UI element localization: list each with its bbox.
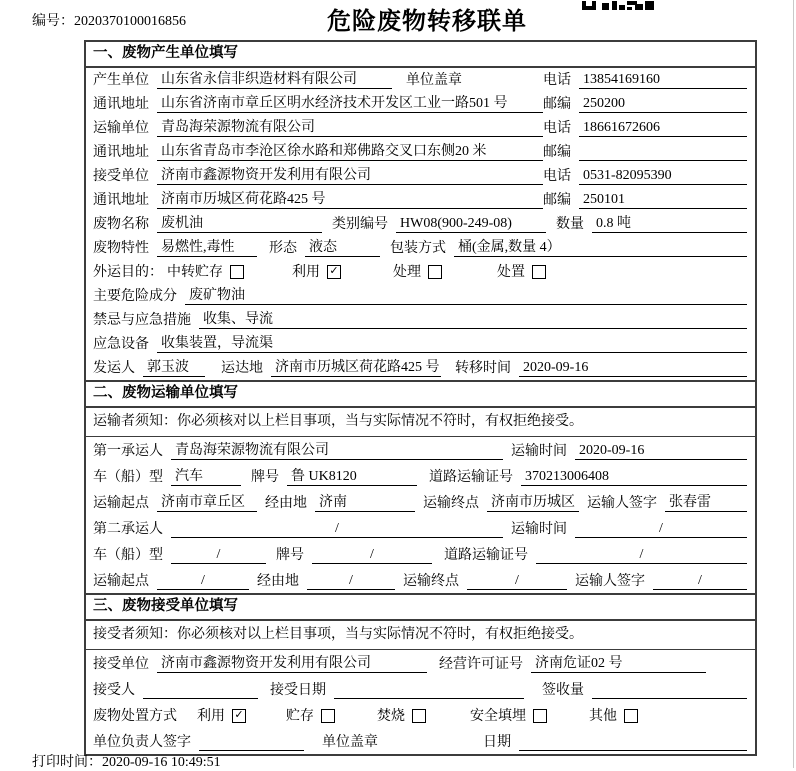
origin-label: 运输起点	[93, 496, 149, 511]
first-carrier-value: 青岛海荣源物流有限公司	[171, 439, 503, 460]
qr-code-fragment	[582, 0, 654, 16]
transfer-purpose-row	[86, 260, 755, 284]
purpose-dispose-label: 处置	[497, 265, 525, 280]
endpoint-2-value: /	[467, 573, 567, 590]
receiver-phone-value: 0531-82095390	[579, 168, 747, 185]
section-1-body	[86, 68, 755, 380]
disposal-incinerate-label: 焚烧	[377, 709, 405, 724]
transport-time-2-value: /	[575, 521, 747, 538]
via-2-value: /	[307, 573, 395, 590]
producer-address-label: 通讯地址	[93, 97, 149, 112]
accept-unit-row	[86, 650, 755, 676]
producer-address-value: 山东省济南市章丘区明水经济技术开发区工业一路501 号	[157, 92, 543, 113]
receiver-phone-label: 电话	[543, 169, 571, 184]
receiver-zip-value: 250101	[579, 192, 747, 209]
transporter-unit-value: 青岛海荣源物流有限公司	[157, 116, 543, 137]
manifest-table	[84, 40, 757, 756]
disposal-other-checkbox	[624, 709, 638, 723]
transfer-time-value: 2020-09-16	[519, 360, 747, 377]
receiver-notice: 接受者须知：你必须核对以上栏目事项，当与实际情况不符时，有权拒绝接受。	[86, 621, 755, 650]
destination-value: 济南市历城区荷花路425 号	[271, 356, 441, 377]
purpose-dispose-checkbox	[532, 265, 546, 279]
endpoint-2-label: 运输终点	[403, 574, 459, 589]
category-code-value: HW08(900-249-08)	[396, 216, 546, 233]
transfer-purpose-label: 外运目的：	[93, 265, 163, 280]
transporter-phone-value: 18661672606	[579, 120, 747, 137]
accept-date-value	[334, 682, 524, 699]
plate-number-label: 牌号	[251, 470, 279, 485]
vehicle-type-2-label: 车（船）型	[93, 548, 163, 563]
packaging-label: 包装方式	[390, 241, 446, 256]
vehicle-type-row	[86, 463, 755, 489]
serial-value: 2020370100016856	[74, 14, 186, 29]
road-permit-label: 道路运输证号	[429, 470, 513, 485]
endpoint-value: 济南市历城区	[487, 491, 579, 512]
purpose-transfer-storage-checkbox	[230, 265, 244, 279]
waste-name-label: 废物名称	[93, 217, 149, 232]
transfer-time-label: 转移时间	[455, 361, 511, 376]
form-title: 危险废物转移联单	[327, 9, 527, 35]
transporter-notice: 运输者须知：你必须核对以上栏目事项，当与实际情况不符时，有权拒绝接受。	[86, 408, 755, 437]
section-2-body	[86, 437, 755, 593]
via-2-label: 经由地	[257, 574, 299, 589]
received-quantity-value	[592, 682, 747, 699]
producer-unit-row	[86, 68, 755, 92]
acceptor-value	[143, 682, 258, 699]
category-code-label: 类别编号	[332, 217, 388, 232]
producer-phone-label: 电话	[543, 73, 571, 88]
business-license-value: 济南危证02 号	[531, 652, 706, 673]
transporter-address-label: 通讯地址	[93, 145, 149, 160]
shipper-value: 郭玉波	[143, 356, 205, 377]
second-carrier-value: /	[171, 521, 503, 538]
disposal-method-row	[86, 702, 755, 728]
print-time	[32, 751, 221, 771]
endpoint-label: 运输终点	[423, 496, 479, 511]
unit-seal-label: 单位盖章	[322, 735, 378, 750]
road-permit-value: 370213006408	[521, 469, 747, 486]
producer-phone-value: 13854169160	[579, 72, 747, 89]
form-state-value: 液态	[305, 236, 380, 257]
section-3-body	[86, 650, 755, 754]
acceptor-row	[86, 676, 755, 702]
hazard-component-row	[86, 284, 755, 308]
transporter-unit-row	[86, 116, 755, 140]
purpose-treat-label: 处理	[393, 265, 421, 280]
road-permit-2-label: 道路运输证号	[444, 548, 528, 563]
transporter-unit-label: 运输单位	[93, 121, 149, 136]
accept-unit-label: 接受单位	[93, 657, 149, 672]
producer-zip-label: 邮编	[543, 97, 571, 112]
producer-unit-label: 产生单位	[93, 73, 149, 88]
via-label: 经由地	[265, 496, 307, 511]
destination-label: 运达地	[221, 361, 263, 376]
second-carrier-row	[86, 515, 755, 541]
origin-value: 济南市章丘区	[157, 491, 257, 512]
route-row-1	[86, 489, 755, 515]
responsible-signature-label: 单位负责人签字	[93, 735, 191, 750]
emergency-equipment-value: 收集装置，导流渠	[157, 332, 747, 353]
vehicle-type-2-value: /	[171, 547, 266, 564]
page-right-edge	[793, 0, 794, 768]
print-time-label: 打印时间：	[32, 755, 102, 770]
transporter-zip-value	[579, 144, 747, 161]
business-license-label: 经营许可证号	[439, 657, 523, 672]
print-time-value: 2020-09-16 10:49:51	[102, 755, 221, 770]
disposal-storage-checkbox	[321, 709, 335, 723]
accept-date-label: 接受日期	[270, 683, 326, 698]
shipper-label: 发运人	[93, 361, 135, 376]
transport-time-value: 2020-09-16	[575, 443, 747, 460]
section-1-header: 一、废物产生单位填写	[86, 42, 755, 68]
waste-name-row	[86, 212, 755, 236]
emergency-measures-value: 收集、导流	[199, 308, 747, 329]
responsible-signature-value	[199, 734, 304, 751]
purpose-utilize-label: 利用	[292, 265, 320, 280]
carrier-signature-2-value: /	[653, 573, 747, 590]
emergency-equipment-row	[86, 332, 755, 356]
plate-number-2-label: 牌号	[276, 548, 304, 563]
section-3-header: 三、废物接受单位填写	[86, 593, 755, 621]
packaging-value: 桶(金属,数量 4）	[454, 236, 747, 257]
disposal-method-label: 废物处置方式	[93, 709, 177, 724]
quantity-label: 数量	[556, 217, 584, 232]
receiver-address-value: 济南市历城区荷花路425 号	[157, 188, 543, 209]
vehicle-type-value: 汽车	[171, 465, 241, 486]
purpose-transfer-storage-label: 中转贮存	[167, 265, 223, 280]
serial-number	[32, 10, 186, 30]
producer-address-row	[86, 92, 755, 116]
disposal-landfill-label: 安全填埋	[470, 709, 526, 724]
route-row-2	[86, 567, 755, 593]
emergency-measures-label: 禁忌与应急措施	[93, 313, 191, 328]
transport-time-2-label: 运输时间	[511, 522, 567, 537]
origin-2-label: 运输起点	[93, 574, 149, 589]
waste-property-label: 废物特性	[93, 241, 149, 256]
second-carrier-label: 第二承运人	[93, 522, 163, 537]
carrier-signature-label: 运输人签字	[587, 496, 657, 511]
receiver-address-label: 通讯地址	[93, 193, 149, 208]
disposal-other-label: 其他	[589, 709, 617, 724]
origin-2-value: /	[157, 573, 249, 590]
form-state-label: 形态	[269, 241, 297, 256]
disposal-landfill-checkbox	[533, 709, 547, 723]
waste-name-value: 废机油	[157, 212, 322, 233]
company-seal-label: 单位盖章	[406, 73, 462, 88]
transporter-phone-label: 电话	[543, 121, 571, 136]
road-permit-2-value: /	[536, 547, 747, 564]
date-value	[519, 734, 747, 751]
document-header	[0, 0, 796, 38]
emergency-measures-row	[86, 308, 755, 332]
via-value: 济南	[315, 491, 415, 512]
carrier-signature-2-label: 运输人签字	[575, 574, 645, 589]
transporter-address-value: 山东省青岛市李沧区徐水路和郑佛路交叉口东侧20 米	[157, 140, 543, 161]
acceptor-label: 接受人	[93, 683, 135, 698]
receiver-unit-label: 接受单位	[93, 169, 149, 184]
accept-unit-value: 济南市鑫源物资开发利用有限公司	[157, 652, 427, 673]
serial-label: 编号：	[32, 14, 74, 29]
shipper-row	[86, 356, 755, 380]
date-label: 日期	[483, 735, 511, 750]
quantity-value: 0.8 吨	[592, 212, 747, 233]
transporter-address-row	[86, 140, 755, 164]
producer-unit-value: 山东省永信非织造材料有限公司	[157, 68, 392, 89]
receiver-unit-value: 济南市鑫源物资开发利用有限公司	[157, 164, 543, 185]
receiver-zip-label: 邮编	[543, 193, 571, 208]
first-carrier-row	[86, 437, 755, 463]
vehicle-type-label: 车（船）型	[93, 470, 163, 485]
hazard-component-value: 废矿物油	[185, 284, 747, 305]
purpose-treat-checkbox	[428, 265, 442, 279]
first-carrier-label: 第一承运人	[93, 444, 163, 459]
disposal-utilize-checkbox: ✓	[232, 709, 246, 723]
carrier-signature-value: 张春雷	[665, 491, 747, 512]
waste-property-value: 易燃性,毒性	[157, 236, 257, 257]
hazard-component-label: 主要危险成分	[93, 289, 177, 304]
receiver-address-row	[86, 188, 755, 212]
disposal-incinerate-checkbox	[412, 709, 426, 723]
disposal-storage-label: 贮存	[286, 709, 314, 724]
transporter-zip-label: 邮编	[543, 145, 571, 160]
purpose-utilize-checkbox: ✓	[327, 265, 341, 279]
received-quantity-label: 签收量	[542, 683, 584, 698]
vehicle-type-row-2	[86, 541, 755, 567]
waste-property-row	[86, 236, 755, 260]
plate-number-value: 鲁 UK8120	[287, 465, 417, 486]
transport-time-label: 运输时间	[511, 444, 567, 459]
receiver-unit-row	[86, 164, 755, 188]
producer-zip-value: 250200	[579, 96, 747, 113]
section-2-header: 二、废物运输单位填写	[86, 380, 755, 408]
emergency-equipment-label: 应急设备	[93, 337, 149, 352]
disposal-utilize-label: 利用	[197, 709, 225, 724]
plate-number-2-value: /	[312, 547, 432, 564]
